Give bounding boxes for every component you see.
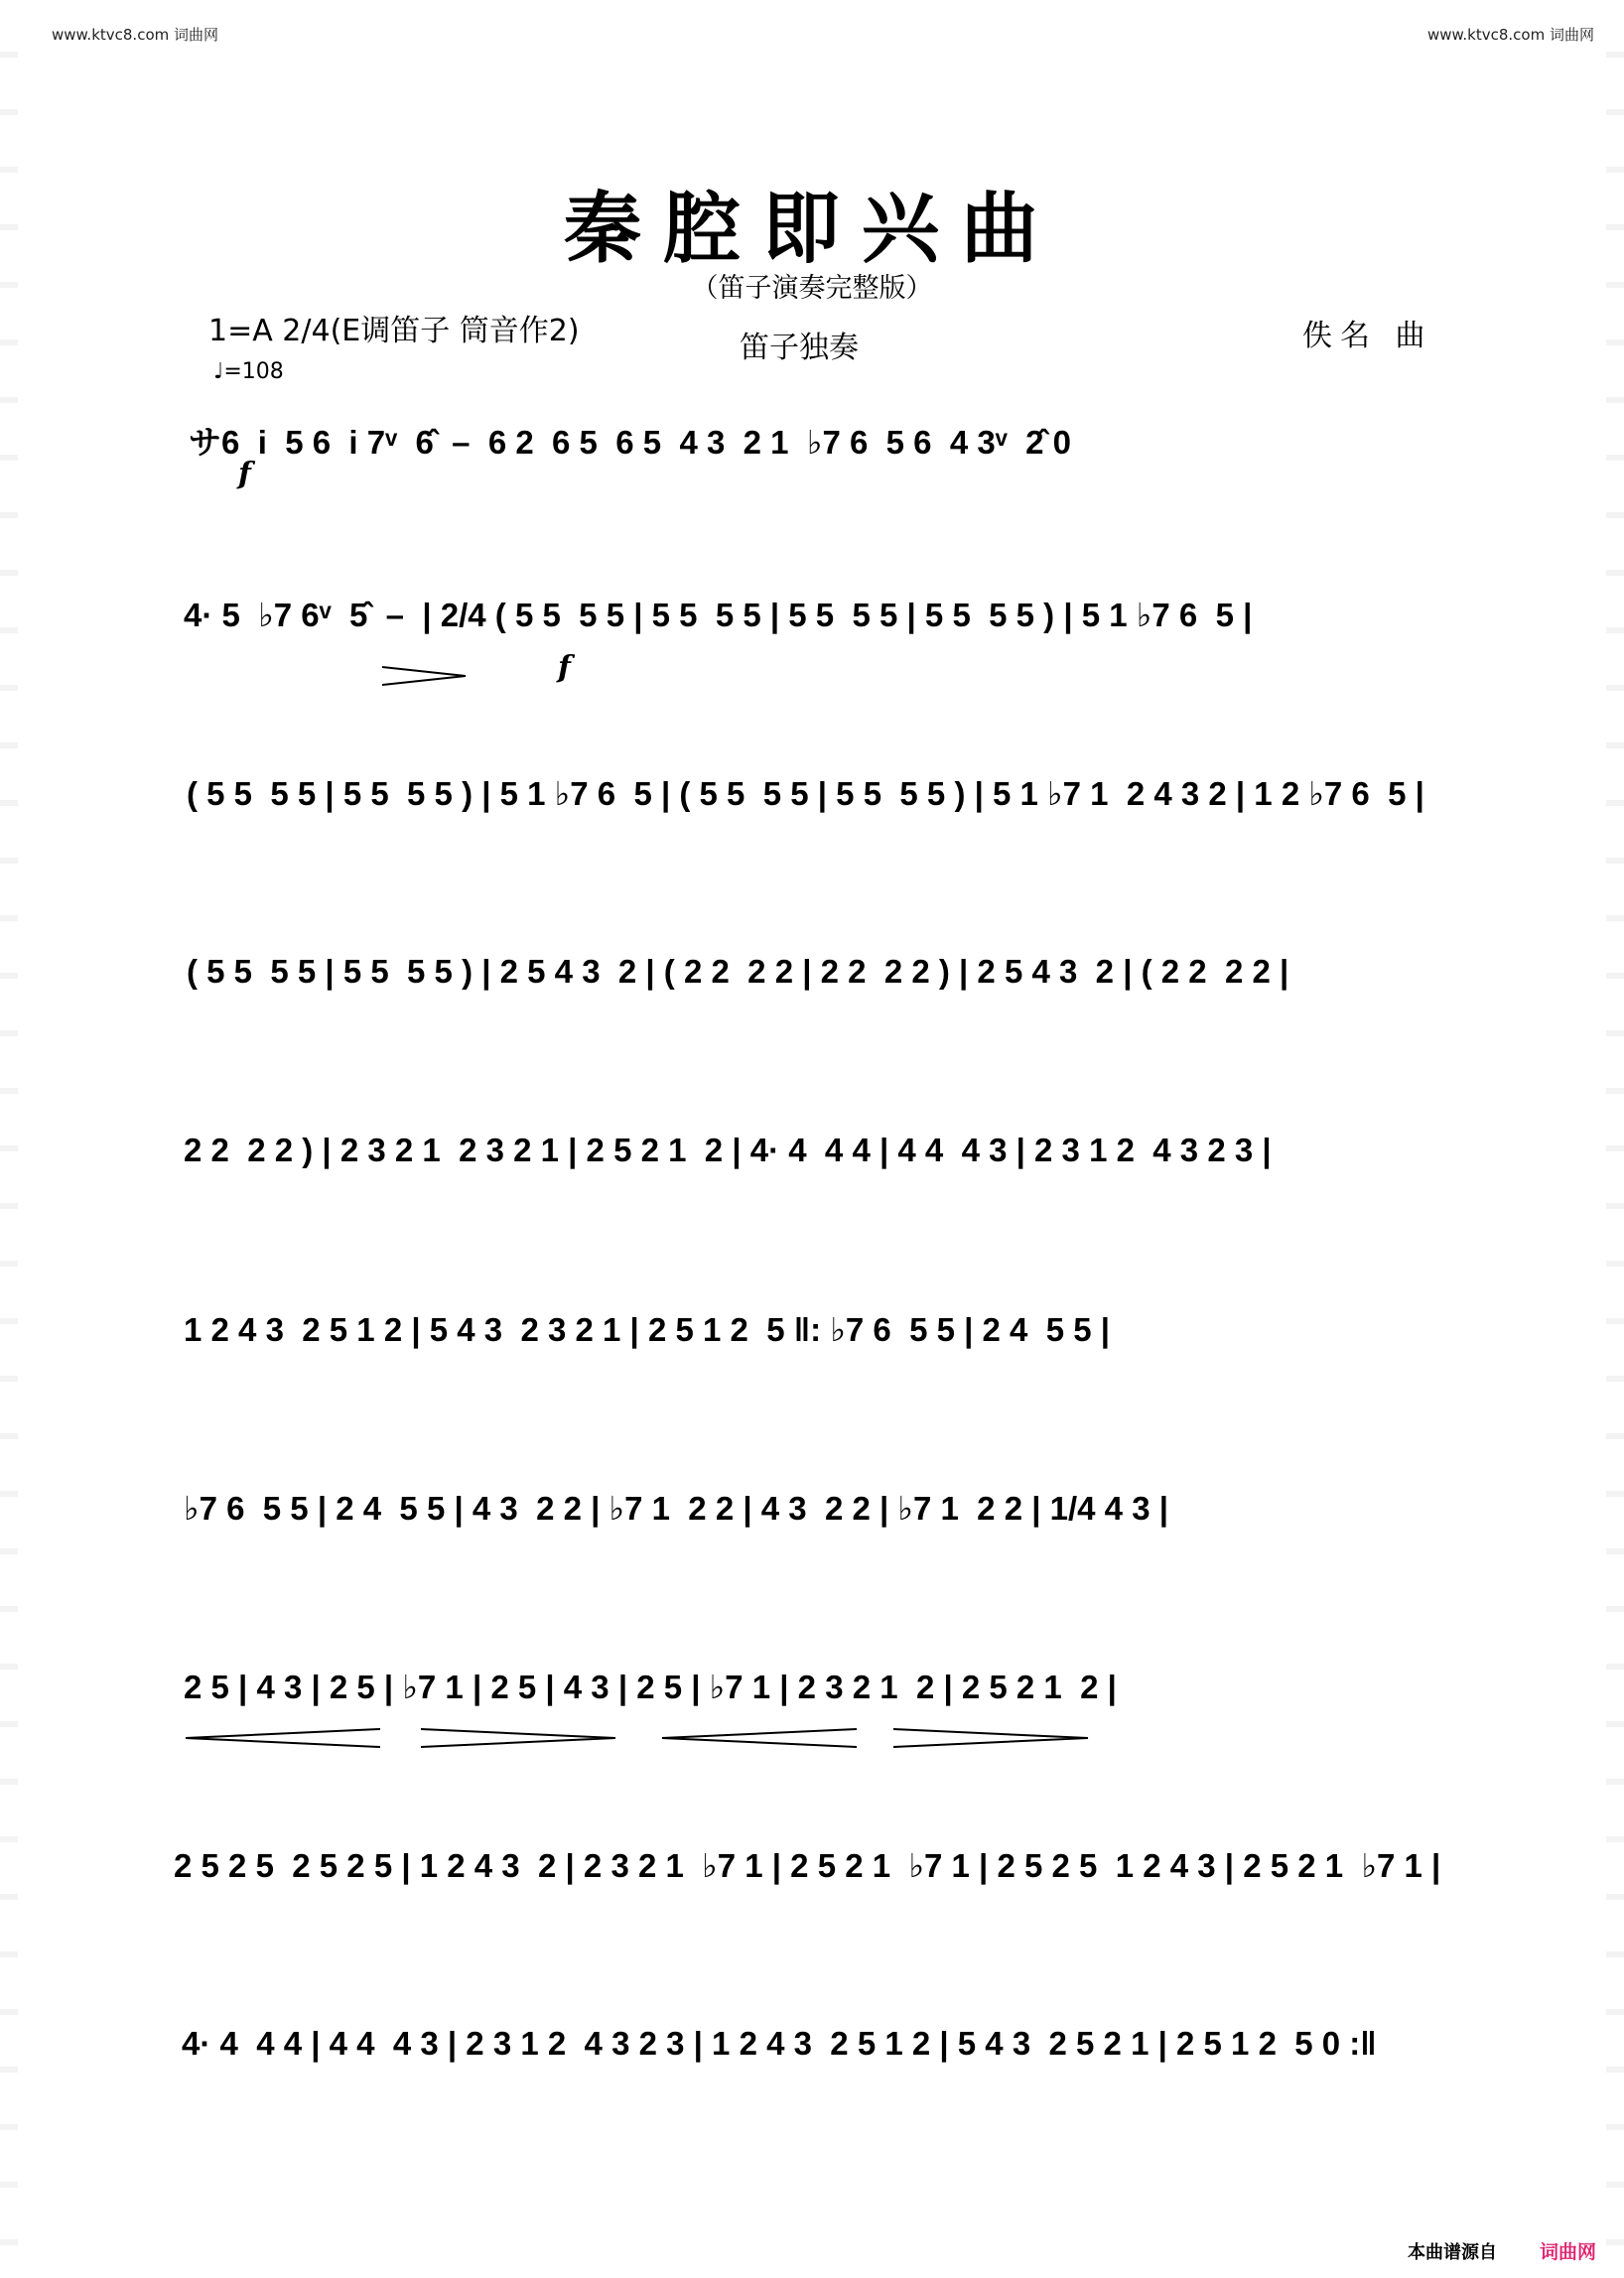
- score-subtitle: （笛子演奏完整版）: [691, 273, 933, 304]
- score-line-notes: ♭7 6 5 5 | 2 4 5 5 | 4 3 2 2 | ♭7 1 2 2 | 4 3 2 2 | ♭7 1 2 2 | 1/4 4 3 |: [184, 1490, 1168, 1527]
- score-line-7: [0, 1489, 1624, 1548]
- score-line-notes: 2 5 2 5 2 5 2 5 | 1 2 4 3 2 | 2 3 2 1 ♭7 1 | 2 5 2 1 ♭7 1 | 2 5 2 5 1 2 4 3 | 2 5 2 1 ♭7 1 |: [174, 1847, 1441, 1884]
- decrescendo-hairpin: [419, 1727, 617, 1749]
- score-line-notes: 1 2 4 3 2 5 1 2 | 5 4 3 2 3 2 1 | 2 5 1 2 5 ‖: ♭7 6 5 5 | 2 4 5 5 |: [184, 1311, 1111, 1348]
- site-header-left[interactable]: www.ktvc8.com 词曲网: [52, 26, 219, 44]
- forte-mark: f: [238, 457, 251, 491]
- score-line-notes: 2 5 | 4 3 | 2 5 | ♭7 1 | 2 5 | 4 3 | 2 5 | ♭7 1 | 2 3 2 1 2 | 2 5 2 1 2 |: [184, 1669, 1117, 1705]
- score-title: 秦腔即兴曲: [563, 184, 1060, 274]
- score-line-1: [0, 417, 1624, 491]
- crescendo-hairpin: [184, 1727, 382, 1749]
- forte-mark: f: [558, 650, 571, 685]
- score-line-notes: サ6 i 5 6 i 7ᵛ 6̂ – 6 2 6 5 6 5 4 3 2 1 ♭7 6 5 6 4 3ᵛ 2̂ 0: [189, 424, 1071, 461]
- footer-source-text: 本曲谱源自: [1408, 2242, 1497, 2263]
- score-line-notes: ( 5 5 5 5 | 5 5 5 5 ) | 2 5 4 3 2 | ( 2 2 2 2 | 2 2 2 2 ) | 2 5 4 3 2 | ( 2 2 2 2 |: [187, 953, 1289, 990]
- score-line-5: [0, 1132, 1624, 1191]
- instrument-label: 笛子独奏: [740, 331, 859, 365]
- footer-site-logo[interactable]: 词曲网: [1539, 2241, 1596, 2263]
- score-line-notes: 4· 5 ♭7 6ᵛ 5̂ – | 2/4 ( 5 5 5 5 | 5 5 5 5 | 5 5 5 5 | 5 5 5 5 ) | 5 1 ♭7 6 5 |: [184, 597, 1253, 633]
- composer-credit: 佚名 曲: [1302, 319, 1433, 353]
- decrescendo-hairpin: [891, 1727, 1090, 1749]
- site-header-right[interactable]: www.ktvc8.com 词曲网: [1426, 26, 1594, 44]
- score-line-3: [0, 774, 1624, 834]
- key-signature: 1=A 2/4(E调笛子 筒音作2): [208, 314, 580, 348]
- score-line-6: [0, 1310, 1624, 1370]
- score-line-9: [0, 1846, 1624, 1906]
- score-line-notes: ( 5 5 5 5 | 5 5 5 5 ) | 5 1 ♭7 6 5 | ( 5 5 5 5 | 5 5 5 5 ) | 5 1 ♭7 1 2 4 3 2 | 1 2 ♭7 6 5 |: [187, 775, 1424, 812]
- score-line-2: [0, 596, 1624, 685]
- tempo-marking: ♩=108: [213, 359, 284, 384]
- score-line-10: [0, 2025, 1624, 2084]
- score-line-notes: 4· 4 4 4 | 4 4 4 3 | 2 3 1 2 4 3 2 3 | 1 2 4 3 2 5 1 2 | 5 4 3 2 5 2 1 | 2 5 1 2 5 0 :‖: [182, 2025, 1377, 2062]
- crescendo-hairpin: [660, 1727, 859, 1749]
- score-line-notes: 2 2 2 2 ) | 2 3 2 1 2 3 2 1 | 2 5 2 1 2 | 4· 4 4 4 | 4 4 4 3 | 2 3 1 2 4 3 2 3 |: [184, 1132, 1272, 1168]
- decrescendo-hairpin: [382, 665, 467, 687]
- score-line-4: [0, 953, 1624, 1012]
- score-line-8: [0, 1668, 1624, 1727]
